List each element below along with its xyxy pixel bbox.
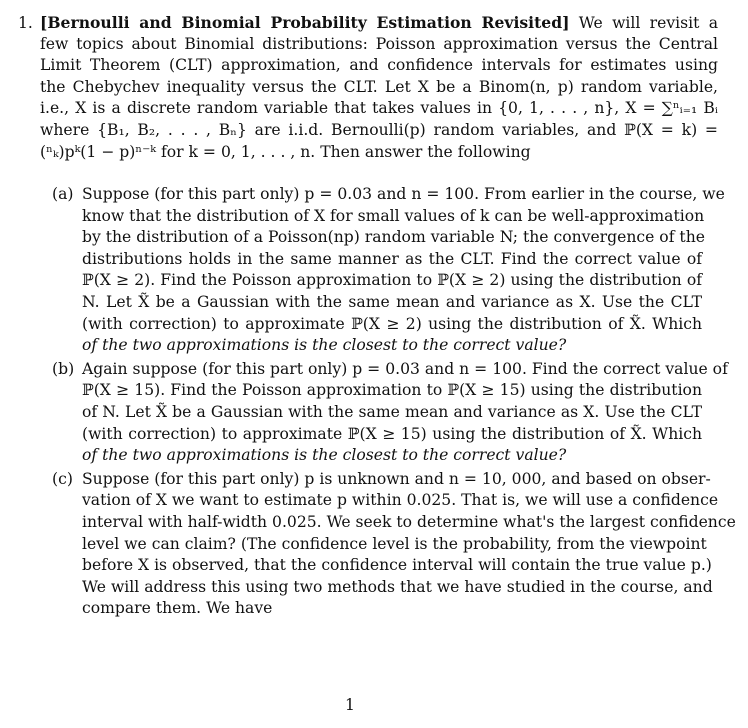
part-line: Again suppose (for this part only) p = 0.03 and n = 100. Find the correct value of [82, 359, 728, 378]
part-line: ℙ(X ≥ 15). Find the Poisson approximation to ℙ(X ≥ 15) using the distribution [82, 381, 702, 400]
part-line: Suppose (for this part only) p = 0.03 and n = 100. From earlier in the course, we [82, 185, 725, 203]
part-line: before X is observed, that the confidence interval will contain the true value p.) [82, 556, 712, 575]
part-line: level we can claim? (The confidence level is the probability, from the viewpoint [82, 534, 707, 553]
part-line: (with correction) to approximate ℙ(X ≥ 2) using the distribution of X̃. Which [82, 314, 702, 333]
part-label: (a) [52, 185, 74, 203]
part-line: by the distribution of a Poisson(np) random variable N; the convergence of the [82, 228, 705, 247]
part-line: know that the distribution of X for small values of k can be well-approximation [82, 206, 705, 225]
intro-line: few topics about Binomial distributions: Poisson approximation versus the Central [40, 34, 718, 53]
part-line: distributions holds in the same manner as the CLT. Find the correct value of [82, 249, 702, 268]
problem-title: [Bernoulli and Binomial Probability Estimation Revisited] [40, 13, 570, 32]
intro-line: (ⁿₖ)pᵏ(1 − p)ⁿ⁻ᵏ for k = 0, 1, . . . , n. Then answer the following [40, 142, 531, 161]
part-line: N. Let X̃ be a Gaussian with the same mean and variance as X. Use the CLT [82, 292, 702, 311]
intro-line: the Chebychev inequality versus the CLT. Let X be a Binom(n, p) random variable, [40, 77, 718, 96]
problem-number: 1. [18, 14, 33, 32]
part-line: compare them. We have [82, 599, 273, 618]
part-line: ℙ(X ≥ 2). Find the Poisson approximation to ℙ(X ≥ 2) using the distribution of [82, 271, 702, 290]
part-line: (with correction) to approximate ℙ(X ≥ 15) using the distribution of X̃. Which [82, 424, 702, 443]
part-line: interval with half-width 0.025. We seek to determine what's the largest confidence [82, 512, 736, 531]
part-line: Suppose (for this part only) p is unknown and n = 10, 000, and based on obser- [82, 469, 711, 488]
problem-first-line [18, 12, 718, 34]
part-label: (c) [52, 469, 73, 488]
part-a [52, 184, 725, 357]
part-question: of the two approximations is the closest to the correct value? [82, 336, 567, 355]
part-label: (b) [52, 359, 75, 378]
intro-line: where {B₁, B₂, . . . , Bₙ} are i.i.d. Bernoulli(p) random variables, and ℙ(X = k) = [40, 120, 718, 139]
intro-line: Limit Theorem (CLT) approximation, and confidence intervals for estimates using [40, 56, 718, 75]
subparts [52, 184, 736, 622]
part-c [52, 469, 736, 620]
part-line: of N. Let X̃ be a Gaussian with the same mean and variance as X. Use the CLT [82, 402, 702, 421]
intro-line: We will revisit a [569, 14, 718, 32]
problem-1 [18, 12, 718, 163]
part-question: of the two approximations is the closest to the correct value? [82, 446, 567, 465]
part-b [52, 359, 728, 467]
page-number: 1 [345, 696, 355, 714]
part-line: vation of X we want to estimate p within 0.025. That is, we will use a confidence [82, 491, 719, 510]
intro-line: i.e., X is a discrete random variable that takes values in {0, 1, . . . , n}, X = ∑ⁿᵢ₌₁ Bᵢ [40, 99, 718, 118]
part-line: We will address this using two methods that we have studied in the course, and [82, 577, 713, 596]
